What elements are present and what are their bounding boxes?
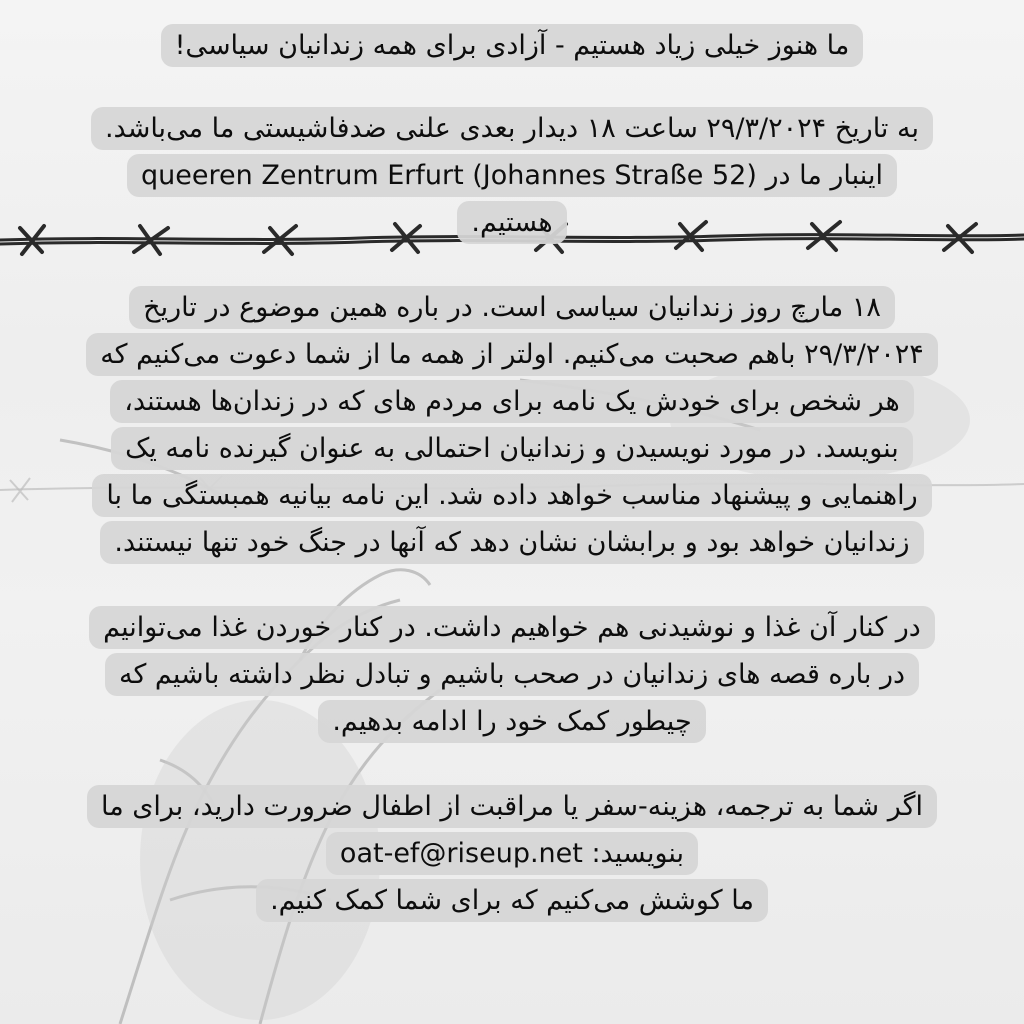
text-line: هستیم. xyxy=(457,201,566,244)
text-line: هر شخص برای خودش یک نامه برای مردم های که در زندان‌ها هستند، xyxy=(110,380,913,423)
text-line: زندانیان خواهد بود و برابشان نشان دهد که آنها در جنگ خود تنها نیستند. xyxy=(100,521,923,564)
flyer-text xyxy=(0,22,1024,962)
paragraph-contact xyxy=(0,783,1024,924)
text-line: به تاریخ ۲۹/۳/۲۰۲۴ ساعت ۱۸ دیدار بعدی علنی ضدفاشیستی ما می‌باشد. xyxy=(91,107,933,150)
text-line: بنویسد. در مورد نویسیدن و زندانیان احتمالی به عنوان گیرنده نامه یک xyxy=(111,427,913,470)
paragraph-prisoners xyxy=(0,284,1024,566)
text-line: در کنار آن غذا و نوشیدنی هم خواهیم داشت. در کنار خوردن غذا می‌توانیم xyxy=(89,606,935,649)
text-line: اینبار ما در queeren Zentrum Erfurt (Johannes Straße 52) xyxy=(127,154,897,197)
text-line: ما کوشش می‌کنیم که برای شما کمک کنیم. xyxy=(256,879,768,922)
text-line: اگر شما به ترجمه، هزینه-سفر یا مراقبت از اطفال ضرورت دارید، برای ما xyxy=(87,785,937,828)
headline-paragraph xyxy=(0,22,1024,69)
text-line: ۱۸ مارچ روز زندانیان سیاسی است. در باره همین موضوع در تاریخ xyxy=(129,286,895,329)
text-line: ۲۹/۳/۲۰۲۴ باهم صحبت می‌کنیم. اولتر از همه ما از شما دعوت می‌کنیم که xyxy=(86,333,938,376)
text-line: راهنمایی و پیشنهاد مناسب خواهد داده شد. این نامه بیانیه همبستگی ما با xyxy=(92,474,931,517)
paragraph-food xyxy=(0,604,1024,745)
contact-email-line: بنویسید: oat-ef@riseup.net xyxy=(326,832,698,875)
text-line: چیطور کمک خود را ادامه بدهیم. xyxy=(318,700,705,743)
text-line: در باره قصه های زندانیان در صحب باشیم و تبادل نظر داشته باشیم که xyxy=(105,653,919,696)
paragraph-meeting xyxy=(0,105,1024,246)
headline: ما هنوز خیلی زیاد هستیم - آزادی برای همه زندانیان سیاسی! xyxy=(161,24,864,67)
